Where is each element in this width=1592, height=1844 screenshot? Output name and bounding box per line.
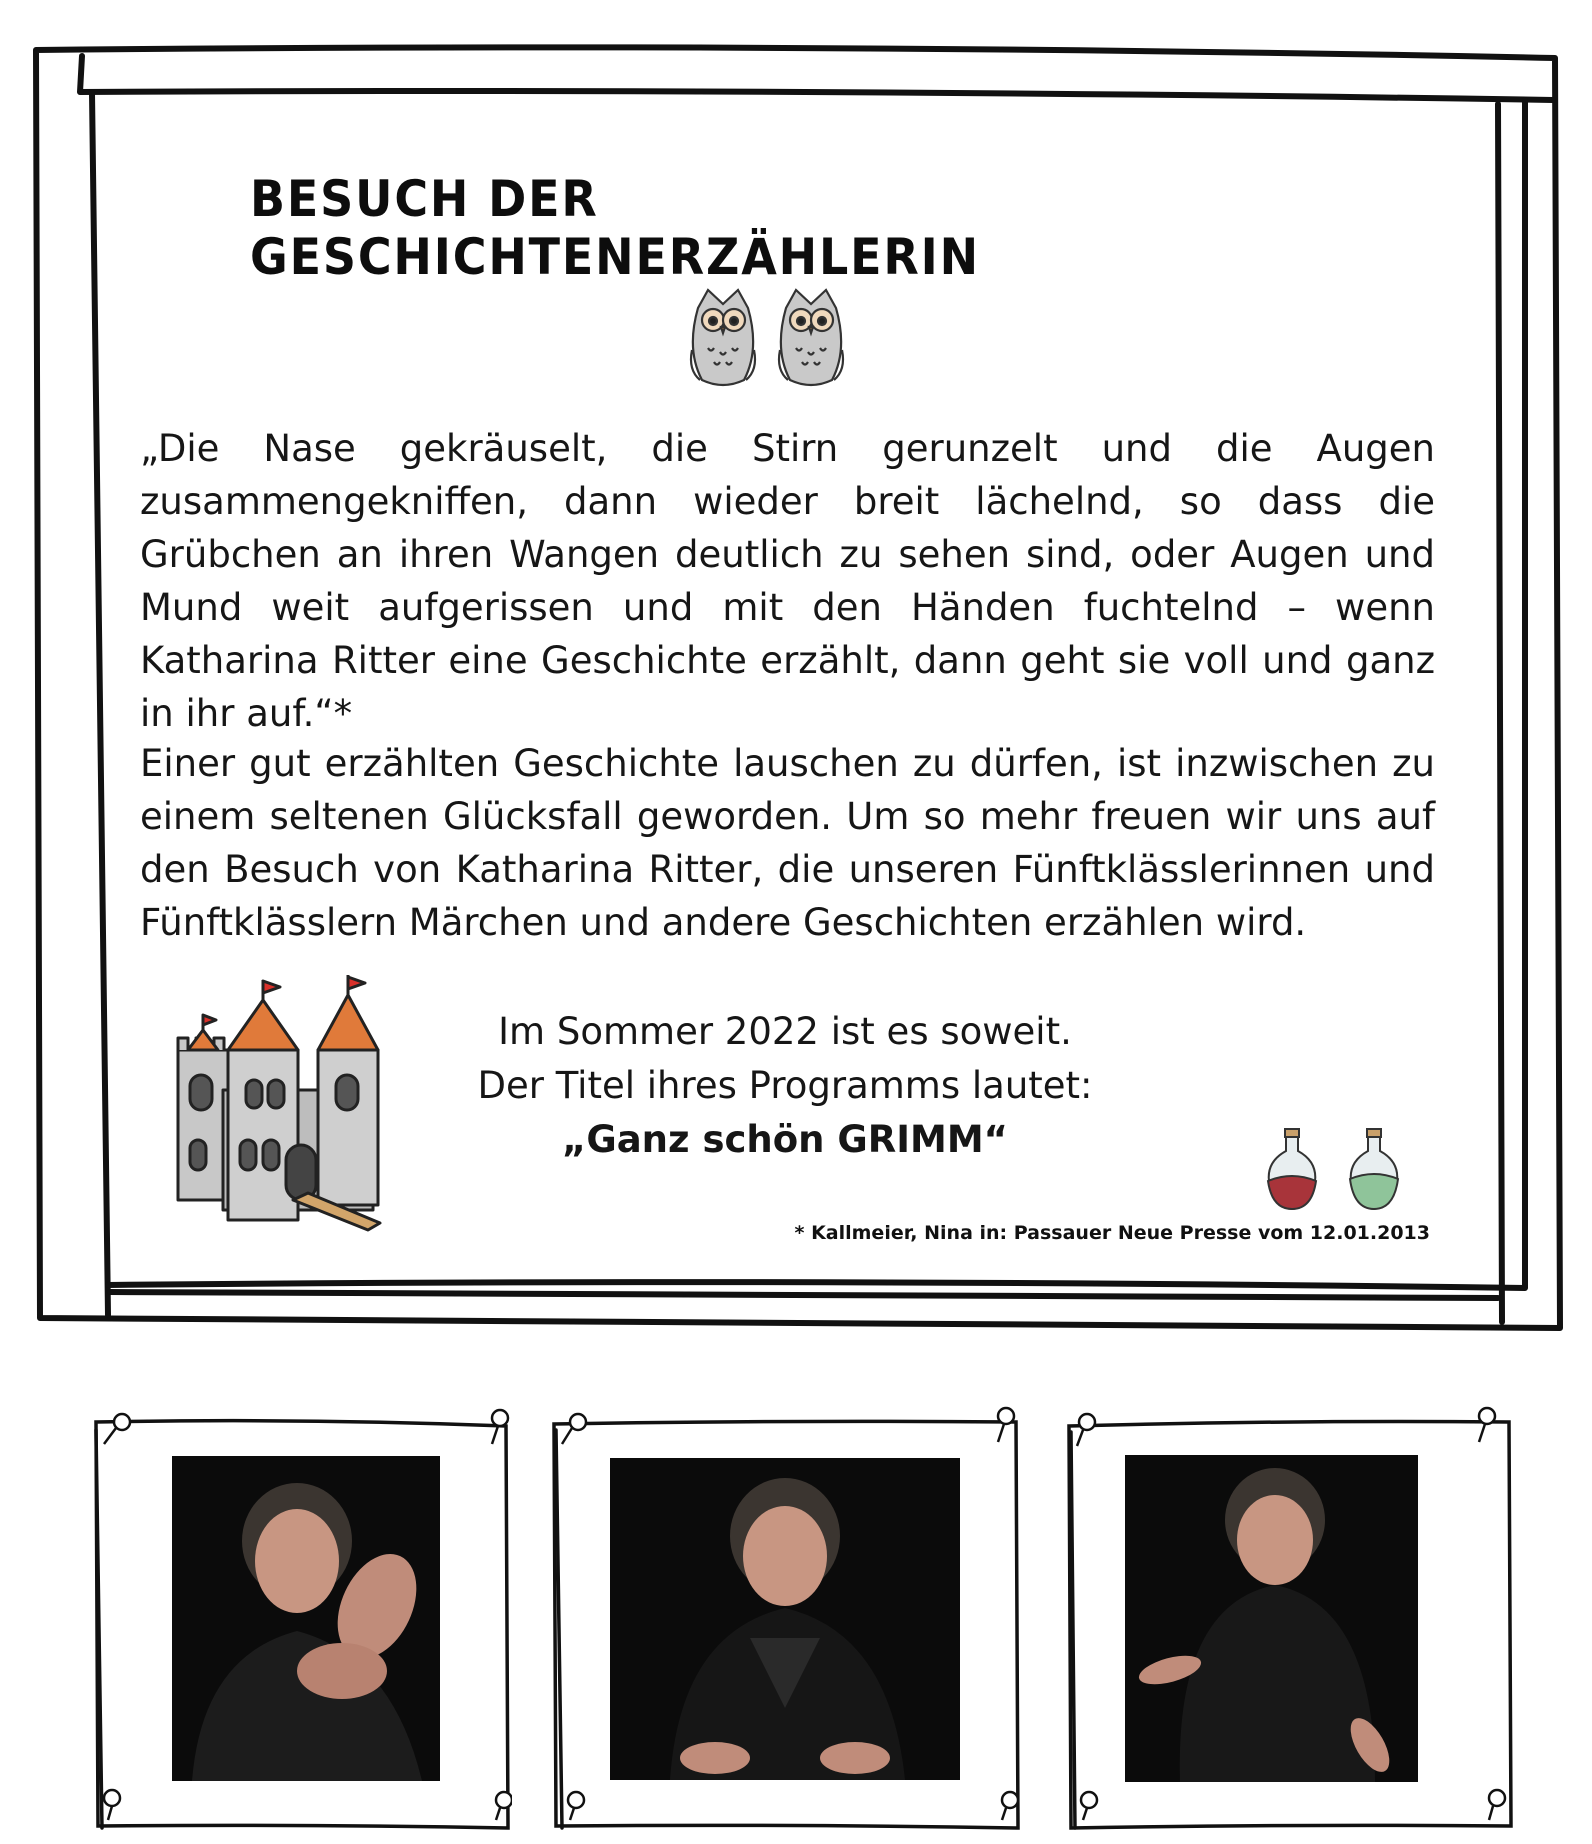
storyteller-photo xyxy=(1125,1455,1418,1782)
page-title: BESUCH DER GESCHICHTENERZÄHLERIN xyxy=(250,170,980,286)
event-announcement xyxy=(435,1005,1135,1167)
castle-icon xyxy=(168,975,413,1245)
storyteller-photo xyxy=(172,1456,440,1781)
intro-paragraph: Einer gut erzählten Geschichte lauschen zu dürfen, ist inzwischen zu einem seltenen Glücksfall geworden. Um so mehr freuen wir uns auf den Besuch von Katharina Ritter, die unseren Fünftklässlerinnen und Fünftklässlern Märchen und andere Geschichten erzählen wird. xyxy=(140,742,1435,944)
photo-card xyxy=(550,1400,1022,1830)
program-title: „Ganz schön GRIMM“ xyxy=(562,1118,1008,1161)
storyteller-photo xyxy=(610,1458,960,1780)
citation-footnote: * Kallmeier, Nina in: Passauer Neue Presse vom 12.01.2013 xyxy=(794,1222,1430,1244)
event-date-line: Im Sommer 2022 ist es soweit. xyxy=(498,1010,1072,1053)
owl-icon xyxy=(678,280,853,390)
potion-bottle-icon xyxy=(1258,1125,1423,1215)
quote-paragraph: „Die Nase gekräuselt, die Stirn gerunzelt und die Augen zusammengekniffen, dann wieder breit lächelnd, so dass die Grübchen an ihren Wangen deutlich zu sehen sind, oder Augen und Mund weit aufgerissen und mit den Händen fuchtelnd – wenn Katharina Ritter eine Geschichte erzählt, dann geht sie voll und ganz in ihr auf.“* xyxy=(140,427,1435,735)
event-program-intro: Der Titel ihres Programms lautet: xyxy=(477,1064,1093,1107)
photo-card xyxy=(92,1400,512,1830)
photo-card xyxy=(1065,1400,1515,1830)
